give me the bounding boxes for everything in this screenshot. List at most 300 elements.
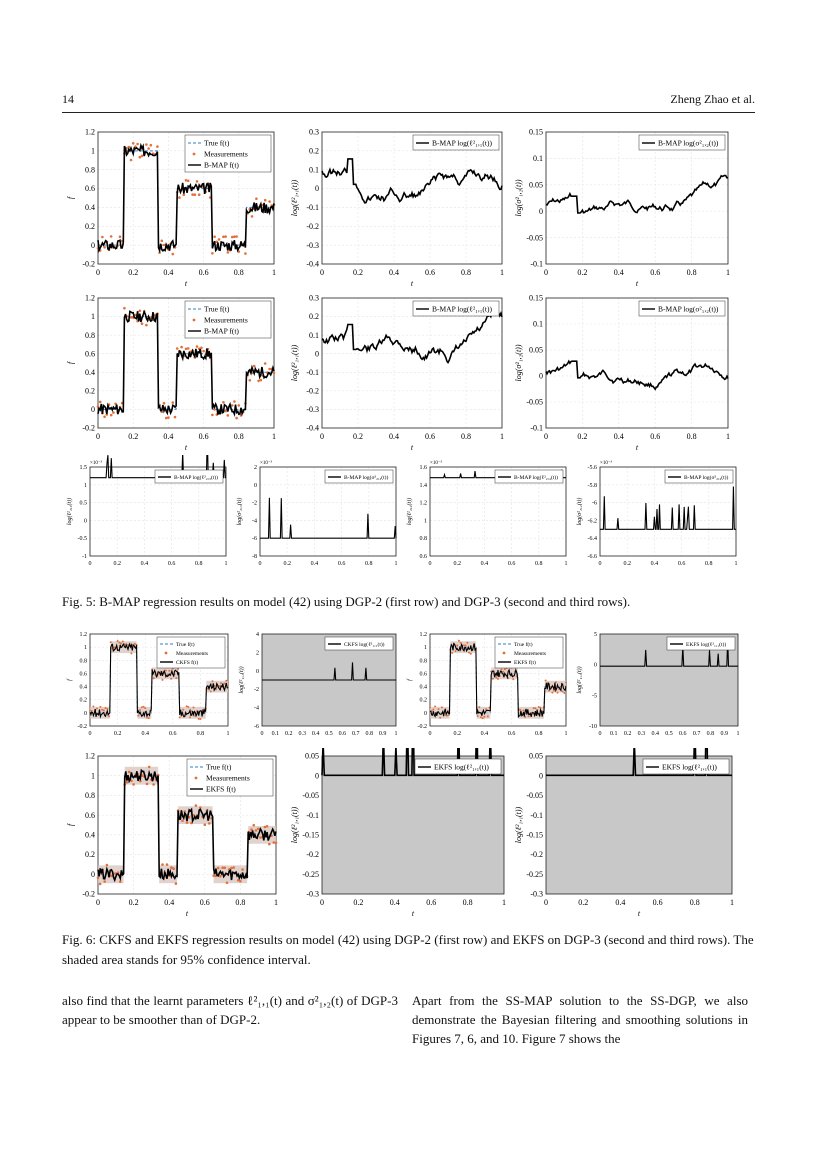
x-tick-label: 1 — [224, 561, 228, 567]
legend — [157, 637, 225, 668]
y-tick-label: 0.6 — [419, 671, 427, 678]
y-tick-label: 0 — [594, 662, 597, 669]
y-tick-label: -0.1 — [306, 203, 319, 213]
legend-entry: Measurements — [204, 315, 248, 325]
legend — [415, 759, 501, 774]
y-tick-label: -0.2 — [82, 889, 95, 899]
legend-entry: EKFS f(t) — [206, 784, 236, 794]
y-tick-label: 0 — [91, 240, 95, 250]
y-tick-label: 1 — [424, 518, 427, 525]
x-tick-label: 0.6 — [198, 268, 209, 277]
x-tick-label: 1 — [730, 898, 734, 907]
legend-entry: True f(t) — [206, 762, 232, 772]
y-tick-label: 0 — [539, 206, 543, 216]
legend-entry: B-MAP f(t) — [204, 326, 239, 336]
y-tick-label: 0 — [84, 710, 87, 717]
x-tick-label: 0.6 — [650, 432, 661, 441]
y-tick-label: 0.2 — [85, 386, 95, 396]
legend-entry: True f(t) — [204, 138, 230, 148]
y-tick-label: 1.2 — [419, 500, 427, 507]
x-tick-label: 0.4 — [480, 731, 489, 737]
x-tick-label: 0 — [88, 561, 92, 567]
fig5-plot-sigma-dgp2 — [512, 124, 738, 290]
running-authors: Zheng Zhao et al. — [670, 92, 755, 106]
figure-5-caption: Fig. 5: B-MAP regression results on model (42) using DGP-2 (first row) and DGP-3 (second and third rows). — [62, 594, 631, 609]
x-tick-label: 0.8 — [235, 898, 246, 907]
x-tick-label: 0.4 — [389, 268, 399, 277]
x-tick-label: 0.4 — [651, 731, 659, 737]
y-tick-label: -6 — [592, 500, 597, 507]
x-tick-label: 1 — [726, 268, 730, 277]
x-tick-label: 0.2 — [113, 731, 122, 737]
legend — [325, 470, 393, 483]
x-tick-label: 1 — [736, 731, 740, 737]
x-tick-label: 0.2 — [128, 268, 139, 277]
y-axis-label: f — [66, 823, 75, 827]
legend — [639, 301, 725, 316]
legend-entry: B-MAP log(σ²₁,₂(t)) — [658, 304, 719, 314]
axis-exponent: ×10⁻³ — [90, 461, 102, 466]
y-tick-label: 0.4 — [85, 830, 95, 840]
x-tick-label: 0.2 — [113, 561, 121, 567]
x-tick-label: 0.1 — [271, 731, 280, 737]
y-tick-label: 1.2 — [419, 632, 427, 638]
y-axis-label: log(ℓ²₁,₁(t)) — [290, 806, 299, 844]
x-tick-label: 0.6 — [426, 898, 437, 907]
y-axis-label: log(ℓ²₂,₃(t)) — [67, 497, 73, 526]
y-tick-label: 1.6 — [419, 465, 427, 471]
estimate-line — [322, 159, 502, 203]
y-tick-label: 1.5 — [79, 465, 87, 471]
x-tick-label: 0.4 — [163, 268, 174, 277]
x-tick-label: 0.6 — [425, 268, 435, 277]
x-tick-label: 0.2 — [128, 432, 139, 441]
figure-6-caption: Fig. 6: CKFS and EKFS regression results on model (42) using DGP-2 (first row) and EKFS on DGP-3 (second and third rows). The shaded area stands for 95% confidence interval. — [62, 932, 754, 967]
legend — [413, 301, 499, 316]
x-tick-label: 0.5 — [665, 731, 673, 737]
x-tick-label: 0.7 — [352, 731, 360, 737]
x-tick-label: 0.6 — [507, 561, 516, 567]
y-tick-label: -0.1 — [306, 810, 319, 820]
y-tick-label: -0.1 — [530, 259, 543, 269]
y-tick-label: 0.05 — [529, 180, 543, 190]
x-tick-label: 0.9 — [720, 731, 728, 737]
y-tick-label: -0.2 — [417, 724, 427, 730]
y-tick-label: 0.2 — [79, 697, 87, 704]
x-axis-label: t — [410, 443, 414, 452]
y-tick-label: -0.05 — [526, 233, 543, 243]
x-tick-label: 0.7 — [692, 731, 701, 737]
y-tick-label: 1.4 — [419, 482, 427, 489]
y-tick-label: 1 — [424, 645, 427, 652]
x-tick-label: 0.8 — [705, 561, 713, 567]
fig6-plot-ekfs-ell-a — [288, 748, 514, 920]
x-axis-label: t — [635, 279, 639, 288]
x-tick-label: 0.8 — [689, 898, 700, 907]
y-tick-label: 0.4 — [85, 367, 95, 377]
fig5-plot-sigma23 — [234, 455, 404, 582]
y-tick-label: -0.05 — [302, 791, 319, 801]
y-tick-label: 0.1 — [533, 319, 543, 329]
y-tick-label: 2 — [256, 650, 259, 657]
y-tick-label: 0.15 — [529, 293, 543, 303]
y-axis-label: log(σ²₂,₄(t)) — [577, 497, 583, 526]
legend-entry: B-MAP log(σ²₁,₂(t)) — [658, 138, 719, 148]
fig5-plot-ell-dgp3 — [288, 290, 512, 454]
x-tick-label: 0.4 — [389, 898, 400, 907]
legend — [667, 637, 735, 650]
y-tick-label: 4 — [256, 632, 259, 638]
legend-entry: CKFS log(ℓ²₁,₁(t)) — [344, 642, 385, 648]
legend-entry: B-MAP log(ℓ²₂,₃(t)) — [174, 475, 218, 481]
y-tick-label: 0 — [539, 771, 543, 781]
x-tick-label: 0.4 — [164, 898, 175, 907]
x-tick-label: 0.8 — [365, 561, 373, 567]
x-tick-label: 0 — [258, 561, 262, 567]
x-tick-label: 0.6 — [169, 731, 177, 737]
y-tick-label: 0 — [84, 518, 87, 525]
x-tick-label: 0.6 — [199, 898, 210, 907]
y-tick-label: 0.8 — [85, 330, 95, 340]
x-tick-label: 0.8 — [195, 561, 203, 567]
y-tick-label: 0.3 — [309, 127, 319, 137]
legend — [639, 135, 725, 150]
x-tick-label: 0.8 — [535, 731, 543, 737]
page-number: 14 — [62, 92, 74, 106]
y-tick-label: 0.6 — [79, 671, 87, 678]
x-tick-label: 0.3 — [298, 731, 306, 737]
y-tick-label: 0.1 — [309, 165, 319, 175]
x-tick-label: 0.5 — [325, 731, 333, 737]
y-axis-label: f — [66, 196, 75, 200]
x-tick-label: 0 — [428, 561, 432, 567]
axis-exponent: ×10⁻³ — [260, 461, 272, 466]
x-tick-label: 0 — [320, 268, 324, 277]
legend-entry: True f(t) — [514, 642, 533, 648]
legend-entry: B-MAP log(σ²₂,₃(t)) — [344, 475, 389, 481]
x-tick-label: 0.4 — [615, 898, 626, 907]
x-tick-label: 0.4 — [141, 731, 149, 737]
x-tick-label: 1 — [226, 731, 230, 737]
x-axis-label: t — [410, 279, 414, 288]
x-tick-label: 1 — [564, 561, 568, 567]
x-tick-label: 0.4 — [613, 268, 624, 277]
x-tick-label: 0.2 — [623, 561, 631, 567]
legend-entry: EKFS log(ℓ²₁,₁(t)) — [662, 762, 717, 772]
y-tick-label: 0.6 — [85, 349, 95, 359]
fig5-plot-ell-dgp2 — [288, 124, 512, 290]
x-tick-label: 1 — [726, 432, 730, 441]
y-tick-label: 0.2 — [85, 850, 95, 860]
y-tick-label: -0.25 — [526, 869, 543, 879]
x-tick-label: 0.2 — [353, 268, 363, 277]
y-tick-label: -0.1 — [530, 810, 543, 820]
x-tick-label: 0.2 — [578, 898, 589, 907]
y-tick-label: 0 — [424, 710, 427, 717]
y-tick-label: -0.3 — [530, 889, 543, 899]
y-tick-label: -5.8 — [587, 482, 597, 489]
legend-entry: True f(t) — [204, 304, 230, 314]
x-tick-label: 0.2 — [577, 268, 588, 277]
y-tick-label: 0.2 — [309, 312, 319, 322]
y-tick-label: 0.5 — [79, 500, 87, 507]
y-tick-label: -0.4 — [306, 259, 319, 269]
y-tick-label: -0.15 — [526, 830, 543, 840]
x-tick-label: 0.4 — [389, 432, 399, 441]
y-tick-label: 0.2 — [309, 146, 319, 156]
y-axis-label: log(ℓ²₁,₁(t)) — [514, 806, 523, 844]
fig5-plot-ell23 — [64, 455, 234, 582]
x-tick-label: 0.2 — [577, 432, 588, 441]
fig5-plot-sigma24 — [574, 455, 744, 582]
y-tick-label: -0.15 — [302, 830, 319, 840]
x-tick-label: 0.6 — [679, 731, 687, 737]
body-text-left: also find that the learnt parameters ℓ²₁,₁(t) and σ²₁,₂(t) of DGP-3 appear to be smoother than of DGP-2. — [62, 993, 398, 1027]
legend-entry: B-MAP log(ℓ²₂,₄(t)) — [514, 475, 558, 481]
y-tick-label: 0.4 — [419, 684, 427, 691]
x-tick-label: 0.8 — [686, 268, 697, 277]
x-tick-label: 0 — [260, 731, 264, 737]
y-axis-label: log(ℓ²₁,₁(t)) — [239, 666, 245, 694]
y-tick-label: 1.2 — [85, 127, 95, 137]
legend-entry: B-MAP log(σ²₂,₄(t)) — [684, 475, 729, 481]
x-tick-label: 0.8 — [461, 268, 471, 277]
x-tick-label: 0.2 — [453, 561, 461, 567]
x-tick-label: 1 — [394, 731, 398, 737]
x-axis-label: t — [184, 443, 188, 452]
y-axis-label: log(ℓ²₂,₄(t)) — [407, 497, 413, 526]
y-tick-label: 2 — [254, 465, 257, 471]
legend-entry: Measurements — [514, 651, 547, 657]
x-tick-label: 0.6 — [338, 731, 347, 737]
y-tick-label: -0.2 — [306, 386, 319, 396]
fig6-plot-ekfs-ell-b — [512, 748, 742, 920]
estimate-line — [546, 361, 728, 389]
y-tick-label: -6.4 — [587, 536, 597, 543]
legend — [665, 470, 733, 483]
y-tick-label: 0.6 — [419, 554, 427, 560]
legend-entry: B-MAP log(ℓ²₁,₁(t)) — [432, 304, 492, 314]
y-tick-label: -0.25 — [302, 869, 319, 879]
x-tick-label: 1 — [394, 561, 398, 567]
x-tick-label: 0 — [88, 731, 92, 737]
y-tick-label: -0.2 — [306, 850, 319, 860]
legend-entry: EKFS log(ℓ²₁,₁(t)) — [686, 642, 727, 648]
legend-entry: B-MAP log(ℓ²₁,₁(t)) — [432, 138, 492, 148]
x-tick-label: 0.3 — [637, 731, 646, 737]
x-tick-label: 0.2 — [353, 898, 364, 907]
body-text-right: Apart from the SS-MAP solution to the SS-DGP, we also demonstrate the Bayesian filtering and smoothing solutions in Figures 7, 6, and 10. Figure 7 shows the — [412, 993, 748, 1046]
y-tick-label: -4 — [252, 518, 257, 525]
y-tick-label: 0.8 — [85, 791, 95, 801]
x-tick-label: 0 — [320, 898, 324, 907]
x-tick-label: 0.1 — [610, 731, 618, 737]
y-tick-label: 0.05 — [305, 751, 319, 761]
y-axis-label: log(ℓ²₁,₁(t)) — [577, 666, 583, 694]
x-tick-label: 0.8 — [365, 731, 373, 737]
x-tick-label: 0 — [96, 268, 100, 277]
y-tick-label: 0.1 — [533, 154, 543, 164]
legend — [187, 759, 273, 796]
y-tick-label: -0.1 — [306, 367, 319, 377]
y-tick-label: 0.8 — [419, 536, 427, 543]
x-tick-label: 0.8 — [535, 561, 543, 567]
legend-entry: Measurements — [176, 651, 209, 657]
y-tick-label: 1 — [84, 645, 87, 652]
legend — [643, 759, 729, 774]
y-tick-label: 1.2 — [79, 632, 87, 638]
y-tick-label: -6 — [254, 724, 259, 730]
x-tick-label: 0 — [598, 561, 602, 567]
y-tick-label: 1.2 — [85, 751, 95, 761]
y-tick-label: 0 — [91, 405, 95, 415]
fig5-plot-f-dgp2 — [64, 124, 284, 290]
x-tick-label: 0 — [96, 432, 100, 441]
y-tick-label: 0.2 — [85, 221, 95, 231]
y-tick-label: 0.6 — [85, 810, 95, 820]
x-tick-label: 0.8 — [706, 731, 715, 737]
y-tick-label: 0 — [91, 869, 95, 879]
x-tick-label: 0 — [544, 268, 548, 277]
fig5-plot-f-dgp3 — [64, 290, 284, 454]
y-tick-label: 1 — [91, 771, 95, 781]
x-tick-label: 0.6 — [507, 731, 516, 737]
x-axis-label: t — [637, 909, 641, 918]
y-tick-label: -0.2 — [77, 724, 87, 730]
legend-entry: True f(t) — [176, 642, 195, 648]
y-tick-label: -6 — [252, 536, 257, 543]
y-axis-label: log(ℓ²₁,₁(t)) — [290, 179, 299, 217]
x-tick-label: 1 — [734, 561, 738, 567]
y-tick-label: 1 — [84, 482, 87, 489]
fig6-plot-ckfs-f — [64, 622, 236, 752]
x-tick-label: 0 — [320, 432, 324, 441]
y-tick-label: 0 — [315, 184, 319, 194]
x-tick-label: 1 — [272, 432, 276, 441]
y-axis-label: log(σ²₂,₃(t)) — [237, 497, 243, 526]
legend-entry: EKFS log(ℓ²₁,₁(t)) — [434, 762, 489, 772]
y-tick-label: -0.1 — [530, 423, 543, 433]
x-tick-label: 0.6 — [337, 561, 346, 567]
y-tick-label: 0 — [256, 668, 259, 675]
legend-entry: EKFS f(t) — [514, 660, 536, 666]
x-tick-label: 0.8 — [461, 432, 471, 441]
y-tick-label: 1 — [91, 146, 95, 156]
y-tick-label: -0.4 — [306, 423, 319, 433]
x-tick-label: 0.4 — [163, 432, 174, 441]
x-tick-label: 0.4 — [310, 561, 319, 567]
x-tick-label: 1 — [272, 268, 276, 277]
x-tick-label: 0.8 — [233, 268, 244, 277]
axis-exponent: ×10⁻³ — [600, 461, 612, 466]
x-tick-label: 0.4 — [613, 432, 624, 441]
legend-entry: CKFS f(t) — [176, 660, 199, 666]
y-tick-label: 0 — [539, 371, 543, 381]
x-tick-label: 0.6 — [677, 561, 686, 567]
y-axis-label: f — [67, 679, 73, 681]
y-tick-label: 0.8 — [419, 658, 427, 665]
fig5-plot-sigma-dgp3 — [512, 290, 738, 454]
x-tick-label: 0.8 — [196, 731, 205, 737]
x-tick-label: 0.2 — [623, 731, 632, 737]
y-tick-label: -4 — [254, 705, 259, 712]
y-tick-label: 0 — [315, 349, 319, 359]
x-axis-label: t — [411, 909, 415, 918]
x-tick-label: 0.6 — [198, 432, 209, 441]
x-tick-label: 0.4 — [650, 561, 659, 567]
x-tick-label: 1 — [502, 898, 506, 907]
y-tick-label: -8 — [252, 554, 257, 560]
y-tick-label: -0.3 — [306, 240, 319, 250]
y-tick-label: -0.2 — [82, 423, 95, 433]
legend — [185, 135, 271, 172]
x-tick-label: 1 — [500, 432, 504, 441]
x-tick-label: 0.8 — [686, 432, 697, 441]
x-tick-label: 0.9 — [378, 731, 387, 737]
y-tick-label: -0.2 — [82, 259, 95, 269]
estimate-line — [546, 175, 728, 213]
legend — [155, 470, 223, 483]
fig6-plot-ekfs-f-dgp3 — [64, 748, 286, 920]
x-tick-label: 1 — [274, 898, 278, 907]
y-tick-label: 0.05 — [529, 751, 543, 761]
y-tick-label: -0.05 — [526, 791, 543, 801]
legend — [495, 637, 563, 668]
y-tick-label: -6.6 — [587, 554, 597, 560]
fig6-plot-ckfs-ell — [236, 622, 404, 752]
y-axis-label: log(σ²₁,₂(t)) — [514, 179, 523, 217]
y-tick-label: -0.3 — [306, 405, 319, 415]
y-tick-label: -5 — [592, 693, 597, 700]
y-tick-label: 0.4 — [79, 684, 87, 691]
estimate-line — [260, 498, 396, 538]
y-tick-label: 0.4 — [85, 203, 95, 213]
y-axis-label: f — [66, 361, 75, 365]
x-tick-label: 0.8 — [233, 432, 244, 441]
legend-entry: Measurements — [206, 773, 250, 783]
x-tick-label: 0.4 — [311, 731, 320, 737]
x-tick-label: 0.6 — [167, 561, 176, 567]
y-tick-label: -0.2 — [530, 850, 543, 860]
x-tick-label: 0.4 — [140, 561, 149, 567]
x-tick-label: 0.2 — [128, 898, 139, 907]
fig6-plot-ekfs-f — [404, 622, 574, 752]
legend — [495, 470, 563, 483]
legend-entry: Measurements — [204, 149, 248, 159]
x-tick-label: 1 — [500, 268, 504, 277]
page-header — [62, 92, 755, 113]
y-tick-label: 0.15 — [529, 127, 543, 137]
x-tick-label: 0 — [544, 432, 548, 441]
x-tick-label: 0.2 — [453, 731, 461, 737]
x-axis-label: t — [635, 443, 639, 452]
y-tick-label: -0.3 — [306, 889, 319, 899]
y-tick-label: 0.6 — [85, 184, 95, 194]
fig5-plot-ell24 — [404, 455, 574, 582]
y-tick-label: 0.8 — [79, 658, 87, 665]
y-tick-label: 1 — [91, 312, 95, 322]
y-tick-label: 0.1 — [309, 330, 319, 340]
y-tick-label: 0.3 — [309, 293, 319, 303]
y-tick-label: 0 — [254, 482, 257, 489]
legend — [185, 301, 271, 338]
y-tick-label: 5 — [594, 632, 597, 638]
y-tick-label: -0.2 — [306, 221, 319, 231]
y-axis-label: log(σ²₁,₂(t)) — [514, 344, 523, 382]
x-tick-label: 1 — [564, 731, 568, 737]
y-tick-label: -0.05 — [526, 397, 543, 407]
legend-entry: B-MAP f(t) — [204, 160, 239, 170]
